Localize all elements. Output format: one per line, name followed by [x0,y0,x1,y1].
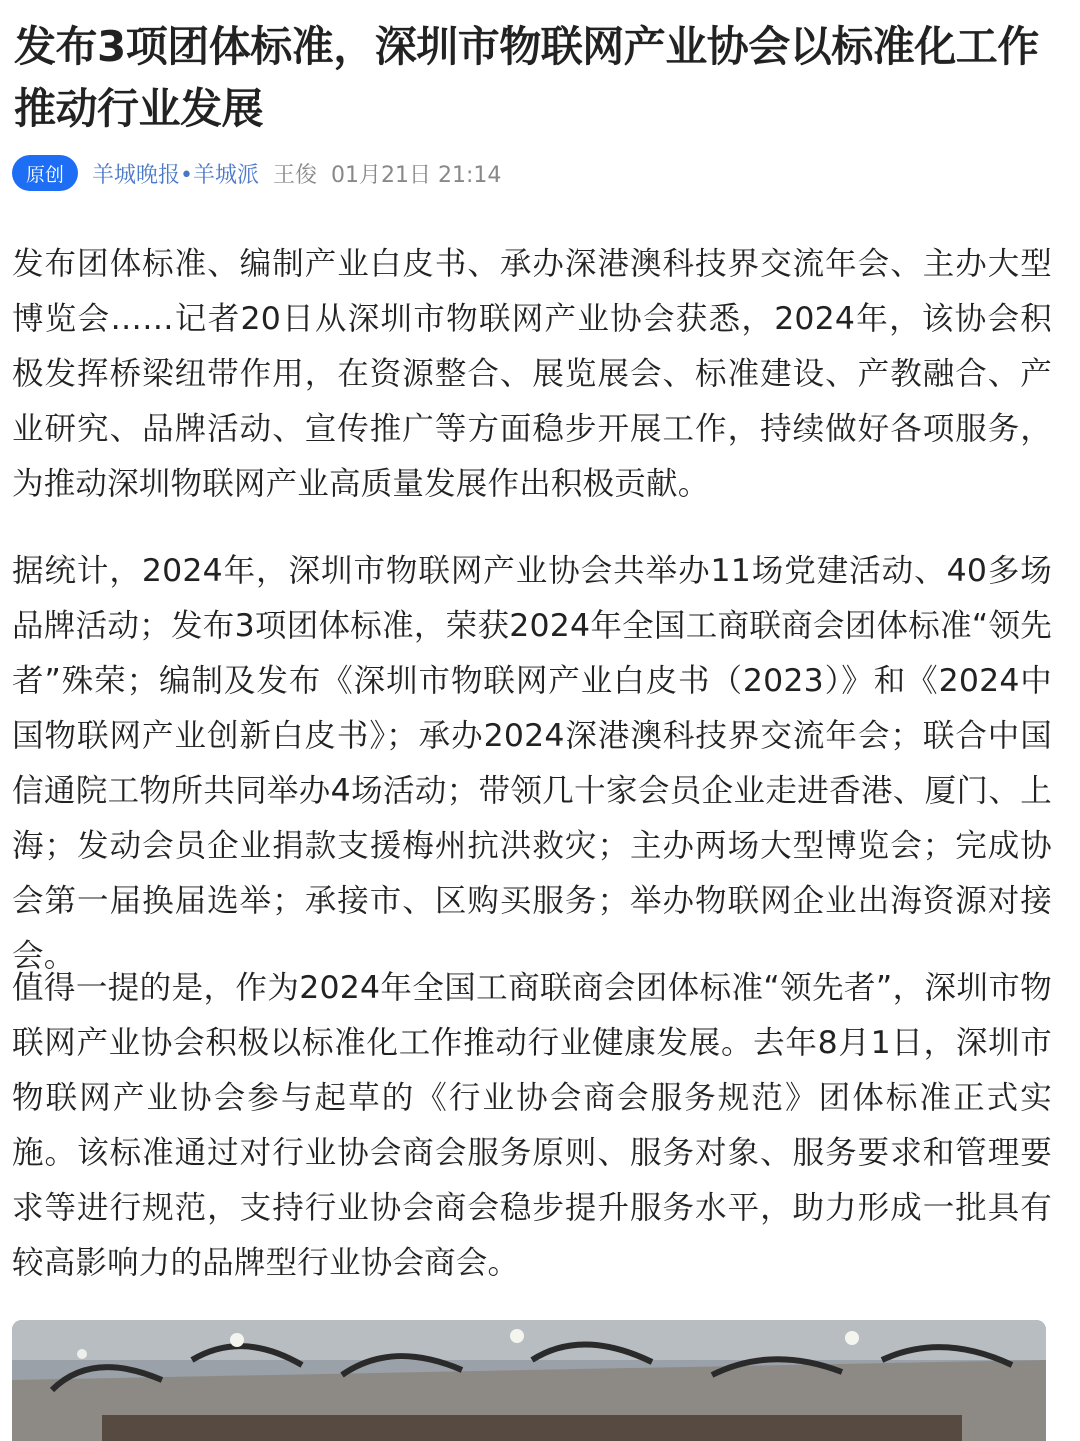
article-title: 发布3项团体标准，深圳市物联网产业协会以标准化工作推动行业发展 [14,22,1039,133]
article-paragraph: 值得一提的是，作为2024年全国工商联商会团体标准“领先者”，深圳市物联网产业协会积极以标准化工作推动行业健康发展。去年8月1日，深圳市物联网产业协会参与起草的《行业协会商会服务规范》团体标准正式实施。该标准通过对行业协会商会服务原则、服务对象、服务要求和管理要求等进行规范，支持行业协会商会稳步提升服务水平，助力形成一批具有较高影响力的品牌型行业协会商会。 [12,970,1052,1281]
publish-time: 01月21日 21:14 [331,162,502,188]
original-badge: 原创 [12,155,78,191]
ceiling-photo-illustration [12,1320,1046,1441]
article-paragraph: 发布团体标准、编制产业白皮书、承办深港澳科技界交流年会、主办大型博览会……记者20日从深圳市物联网产业协会获悉，2024年，该协会积极发挥桥梁纽带作用，在资源整合、展览展会、标准建设、产教融合、产业研究、品牌活动、宣传推广等方面稳步开展工作，持续做好各项服务，为推动深圳物联网产业高质量发展作出积极贡献。 [12,246,1052,502]
article-meta [12,154,501,192]
article-paragraph: 据统计，2024年，深圳市物联网产业协会共举办11场党建活动、40多场品牌活动；发布3项团体标准，荣获2024年全国工商联商会团体标准“领先者”殊荣；编制及发布《深圳市物联网产业白皮书（2023）》和《2024中国物联网产业创新白皮书》；承办2024深港澳科技界交流年会；联合中国信通院工物所共同举办4场活动；带领几十家会员企业走进香港、厦门、上海；发动会员企业捐款支援梅州抗洪救灾；主办两场大型博览会；完成协会第一届换届选举；承接市、区购买服务；举办物联网企业出海资源对接会。 [12,553,1052,974]
source-link[interactable]: 羊城晚报•羊城派 [92,162,259,188]
author-name: 王俊 [273,162,318,188]
article-image[interactable] [12,1320,1046,1441]
